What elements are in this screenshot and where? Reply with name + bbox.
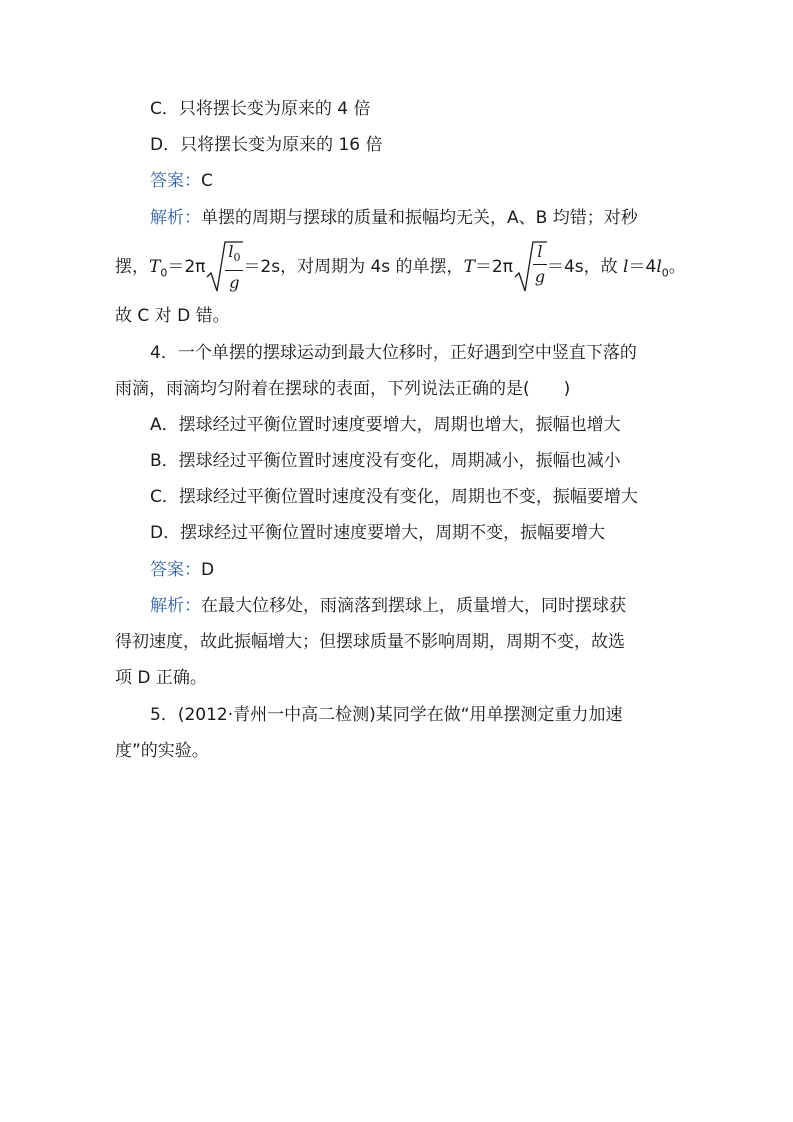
explanation-3-line1 [150,207,638,229]
answer-3 [150,170,213,192]
denominator-g: g [229,273,240,293]
explanation-4-line3: 项 D 正确。 [115,668,207,688]
question-4-option-c: C．摆球经过平衡位置时速度没有变化，周期也不变，振幅要增大 [150,487,638,507]
question-4-option-b: B．摆球经过平衡位置时速度没有变化，周期减小，振幅也减小 [150,451,621,471]
equals-2pi: ＝2π [167,257,206,277]
numerator-l: l [228,242,234,261]
fraction-bar [225,270,243,271]
question-5-line2: 度”的实验。 [115,741,209,761]
sqrt-l0-over-g [205,237,243,297]
fraction-bar-second [533,264,547,265]
explanation-4-line1 [150,595,626,617]
formula-post-text: ＝4s，故 [546,257,624,277]
explanation-label: 解析： [150,596,201,616]
equals-4: ＝4 [628,257,657,277]
sqrt-l-over-g [513,237,547,297]
symbol-l: l [623,257,629,277]
symbol-T: T [463,257,475,277]
explanation-text: 在最大位移处，雨滴落到摆球上，质量增大，同时摆球获 [201,596,626,616]
symbol-l0: l [656,257,662,277]
period: 。 [668,257,686,277]
denominator-g-second: g [534,267,546,286]
option-d: D．只将摆长变为原来的 16 倍 [150,135,383,155]
answer-label: 答案： [150,171,201,191]
subscript-0: 0 [160,266,168,280]
fraction-l0-g [225,243,243,292]
numerator-subscript: 0 [233,251,241,265]
option-c: C．只将摆长变为原来的 4 倍 [150,99,371,119]
formula-prefix: 摆， [115,257,149,277]
question-4-line2: 雨滴，雨滴均匀附着在摆球的表面，下列说法正确的是( ) [115,379,571,399]
question-4-option-d: D．摆球经过平衡位置时速度要增大，周期不变，振幅要增大 [150,523,606,543]
question-4-line1: 4．一个单摆的摆球运动到最大位移时，正好遇到空中竖直下落的 [150,343,637,363]
answer-value: D [201,560,215,580]
answer-value: C [201,171,213,191]
question-4-option-a: A．摆球经过平衡位置时速度要增大，周期也增大，振幅也增大 [150,415,621,435]
explanation-text: 单摆的周期与摆球的质量和振幅均无关，A、B 均错；对秒 [201,208,638,228]
formula-middle-text: ＝2s，对周期为 4s 的单摆， [243,257,464,277]
answer-4 [150,559,214,581]
numerator-l-second: l [537,242,543,261]
equals-2pi-second: ＝2π [474,257,513,277]
explanation-3-formula-line [115,237,686,297]
explanation-4-line2: 得初速度，故此振幅增大；但摆球质量不影响周期，周期不变，故选 [115,632,625,652]
explanation-3-line3: 故 C 对 D 错。 [115,306,230,326]
answer-label: 答案： [150,560,201,580]
symbol-T0: T [149,257,161,277]
subscript-0-l: 0 [661,266,669,280]
explanation-label: 解析： [150,208,201,228]
question-5-line1: 5．(2012·青州一中高二检测)某同学在做“用单摆测定重力加速 [150,705,623,725]
fraction-l-g [533,243,547,286]
